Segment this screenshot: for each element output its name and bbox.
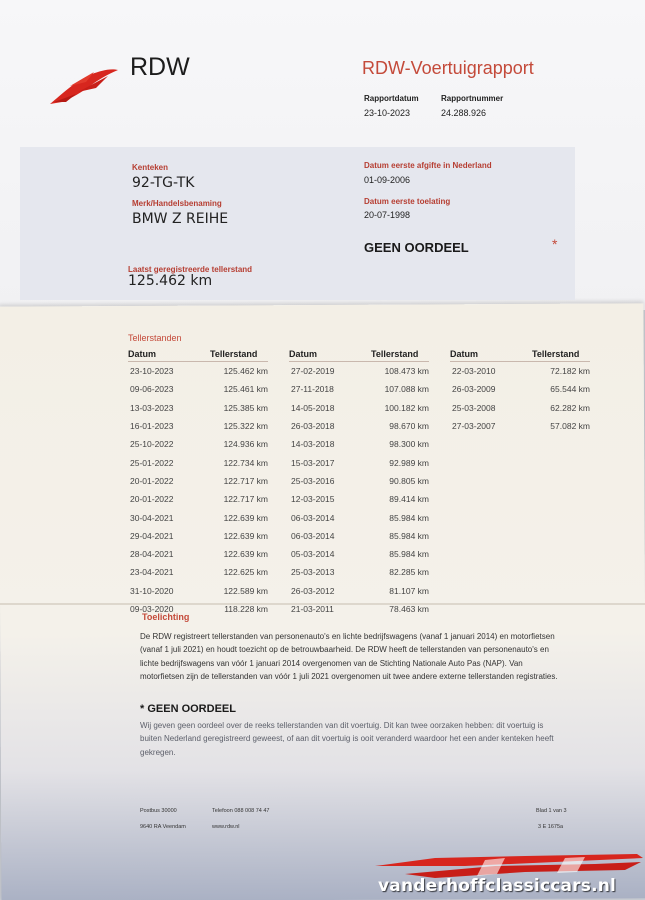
reading-row bbox=[128, 563, 268, 581]
value-header: Tellerstand bbox=[371, 349, 419, 359]
reading-date: 25-10-2022 bbox=[130, 439, 174, 450]
reading-date: 23-10-2023 bbox=[130, 366, 174, 377]
reading-date: 13-03-2023 bbox=[130, 402, 174, 413]
reading-date: 31-10-2020 bbox=[130, 585, 174, 596]
reading-row bbox=[128, 508, 268, 526]
reading-date: 06-03-2014 bbox=[291, 530, 335, 541]
reading-km: 122.717 km bbox=[223, 494, 268, 505]
reading-km: 65.544 km bbox=[550, 384, 590, 395]
reading-row bbox=[128, 435, 268, 453]
reading-km: 100.182 km bbox=[384, 402, 429, 413]
reading-date: 30-04-2021 bbox=[130, 512, 174, 523]
verdict-badge: GEEN OORDEEL bbox=[364, 240, 469, 255]
reading-row bbox=[289, 472, 429, 490]
reading-date: 15-03-2017 bbox=[291, 457, 335, 468]
footer-address: 9640 RA Veendam bbox=[140, 824, 186, 830]
reading-row bbox=[128, 472, 268, 490]
brand-name: RDW bbox=[130, 53, 190, 81]
reading-km: 85.984 km bbox=[389, 530, 429, 541]
reading-date: 09-03-2020 bbox=[130, 604, 174, 614]
reading-date: 29-04-2021 bbox=[130, 530, 174, 541]
reading-row bbox=[289, 490, 429, 508]
reading-row bbox=[128, 545, 268, 563]
footer-postbus: Postbus 30000 bbox=[140, 808, 177, 814]
footer-code: 3 E 1675a bbox=[538, 824, 564, 830]
odometer-label: Laatst geregistreerde tellerstand bbox=[128, 265, 253, 274]
reading-km: 85.984 km bbox=[389, 512, 429, 523]
reading-km: 125.461 km bbox=[223, 384, 268, 395]
make-value: BMW Z REIHE bbox=[132, 211, 229, 227]
reading-row bbox=[450, 417, 590, 435]
reading-km: 118.228 km bbox=[224, 604, 268, 614]
no-verdict-title: * GEEN OORDEEL bbox=[140, 703, 236, 715]
reading-row bbox=[289, 563, 429, 581]
reading-date: 22-03-2010 bbox=[452, 366, 496, 377]
reading-date: 27-03-2007 bbox=[452, 421, 496, 432]
reading-row bbox=[128, 453, 268, 471]
plate-value: 92-TG-TK bbox=[132, 175, 195, 191]
reading-km: 90.805 km bbox=[389, 475, 429, 486]
reading-date: 12-03-2015 bbox=[291, 494, 335, 505]
reading-km: 62.282 km bbox=[550, 402, 590, 413]
reading-row bbox=[289, 508, 429, 526]
reading-km: 125.322 km bbox=[223, 421, 268, 432]
reading-km: 108.473 km bbox=[384, 366, 429, 377]
reading-row bbox=[289, 417, 429, 435]
reading-km: 125.462 km bbox=[223, 366, 268, 377]
reading-km: 98.670 km bbox=[389, 421, 429, 432]
reading-row bbox=[128, 582, 268, 600]
reading-row bbox=[289, 399, 429, 417]
report-date-label: Rapportdatum bbox=[364, 94, 419, 103]
reading-row bbox=[289, 545, 429, 563]
reading-row bbox=[128, 527, 268, 545]
reading-date: 20-01-2022 bbox=[130, 475, 174, 486]
reading-km: 85.984 km bbox=[389, 549, 429, 560]
readings-column-1 bbox=[128, 349, 268, 618]
reading-km: 124.936 km bbox=[223, 439, 268, 450]
reading-date: 14-03-2018 bbox=[291, 439, 335, 450]
date-header: Datum bbox=[450, 349, 479, 359]
reading-km: 89.414 km bbox=[389, 494, 429, 505]
reading-row bbox=[128, 417, 268, 435]
report-title: RDW-Voertuigrapport bbox=[362, 58, 534, 78]
reading-row bbox=[289, 380, 429, 398]
reading-date: 25-03-2008 bbox=[452, 402, 496, 413]
make-label: Merk/Handelsbenaming bbox=[132, 199, 222, 208]
reading-km: 122.639 km bbox=[223, 549, 268, 560]
footer-page: Blad 1 van 3 bbox=[536, 808, 567, 814]
reading-row bbox=[128, 399, 268, 417]
footer-phone: Telefoon 088 008 74 47 bbox=[212, 808, 270, 814]
readings-column-2 bbox=[289, 349, 429, 618]
reading-row bbox=[289, 527, 429, 545]
explanation-title: Toelichting bbox=[142, 612, 190, 622]
reading-date: 21-03-2011 bbox=[291, 604, 334, 614]
reading-km: 92.989 km bbox=[389, 457, 429, 468]
reading-row bbox=[128, 380, 268, 398]
readings-column-3 bbox=[450, 349, 590, 435]
reading-date: 25-01-2022 bbox=[130, 457, 174, 468]
reading-km: 107.088 km bbox=[384, 384, 429, 395]
reading-date: 26-03-2009 bbox=[452, 384, 496, 395]
reading-km: 125.385 km bbox=[223, 402, 268, 413]
watermark: vanderhoffclassiccars.nl bbox=[378, 876, 617, 896]
value-header: Tellerstand bbox=[532, 349, 580, 359]
reading-km: 78.463 km bbox=[389, 604, 429, 614]
first-admission-value: 20-07-1998 bbox=[364, 210, 411, 220]
reading-row bbox=[289, 435, 429, 453]
readings-header bbox=[450, 349, 590, 362]
report-number-value: 24.288.926 bbox=[441, 108, 487, 118]
reading-date: 25-03-2016 bbox=[291, 475, 335, 486]
reading-km: 98.300 km bbox=[389, 439, 429, 450]
reading-date: 06-03-2014 bbox=[291, 512, 335, 523]
reading-row bbox=[289, 600, 429, 618]
odometer-value: 125.462 km bbox=[128, 273, 213, 289]
reading-row bbox=[450, 362, 590, 380]
value-header: Tellerstand bbox=[210, 349, 258, 359]
reading-date: 26-03-2018 bbox=[291, 421, 335, 432]
reading-row bbox=[450, 380, 590, 398]
reading-date: 20-01-2022 bbox=[130, 494, 174, 505]
reading-date: 16-01-2023 bbox=[130, 421, 174, 432]
reading-date: 26-03-2012 bbox=[291, 585, 335, 596]
footer-website: www.rdw.nl bbox=[212, 824, 240, 830]
reading-date: 27-02-2019 bbox=[291, 366, 335, 377]
explanation-text: De RDW registreert tellerstanden van personenauto's en lichte bedrijfswagens (vanaf 1 januari 2014) en motorfietsen (vanaf 1 juli 2021) en houdt toezicht op de betrouwbaarheid. De RDW heeft de tellerstanden van personenauto's en lichte bedrijfswagens van vóór 1 januari 2014 overgenomen van de Stichting Nationale Auto Pas (NAP). Van motorfietsen zijn de tellerstanden van vóór 1 juli 2021 overgenomen uit twee andere externe tellerstanden registraties. bbox=[140, 632, 558, 682]
reading-row bbox=[289, 362, 429, 380]
reading-km: 122.639 km bbox=[223, 512, 268, 523]
date-header: Datum bbox=[289, 349, 318, 359]
reading-km: 122.639 km bbox=[223, 530, 268, 541]
reading-row bbox=[128, 362, 268, 380]
readings-header bbox=[289, 349, 429, 362]
reading-date: 23-04-2021 bbox=[130, 567, 174, 578]
reading-row bbox=[289, 582, 429, 600]
first-nl-value: 01-09-2006 bbox=[364, 175, 411, 185]
reading-km: 122.625 km bbox=[223, 567, 268, 578]
report-date-value: 23-10-2023 bbox=[364, 108, 411, 118]
first-admission-label: Datum eerste toelating bbox=[364, 197, 451, 206]
reading-km: 57.082 km bbox=[550, 421, 590, 432]
reading-row bbox=[450, 399, 590, 417]
reading-km: 122.717 km bbox=[223, 475, 268, 486]
reading-row bbox=[128, 490, 268, 508]
reading-km: 122.734 km bbox=[223, 457, 268, 468]
reading-date: 25-03-2013 bbox=[291, 567, 335, 578]
rdw-logo-icon bbox=[48, 64, 120, 106]
report-number-label: Rapportnummer bbox=[441, 94, 504, 103]
reading-km: 82.285 km bbox=[389, 567, 429, 578]
readings-header bbox=[128, 349, 268, 362]
reading-date: 05-03-2014 bbox=[291, 549, 335, 560]
reading-km: 122.589 km bbox=[223, 585, 268, 596]
first-nl-label: Datum eerste afgifte in Nederland bbox=[364, 161, 492, 170]
reading-date: 09-06-2023 bbox=[130, 384, 174, 395]
reading-date: 27-11-2018 bbox=[291, 384, 334, 395]
plate-label: Kenteken bbox=[132, 163, 169, 172]
reading-date: 28-04-2021 bbox=[130, 549, 174, 560]
readings-title: Tellerstanden bbox=[128, 333, 182, 343]
verdict-asterisk: * bbox=[552, 236, 558, 252]
reading-row bbox=[289, 453, 429, 471]
date-header: Datum bbox=[128, 349, 157, 359]
reading-km: 72.182 km bbox=[550, 366, 590, 377]
reading-km: 81.107 km bbox=[389, 585, 429, 596]
no-verdict-text: Wij geven geen oordeel over de reeks tellerstanden van dit voertuig. Dit kan twee oorzaken hebben: dit voertuig is buiten Nederland geregistreerd geweest, of aan dit voertuig is ooit veranderd waardoor het een ander kenteken heeft gekregen. bbox=[140, 721, 554, 757]
reading-date: 14-05-2018 bbox=[291, 402, 335, 413]
